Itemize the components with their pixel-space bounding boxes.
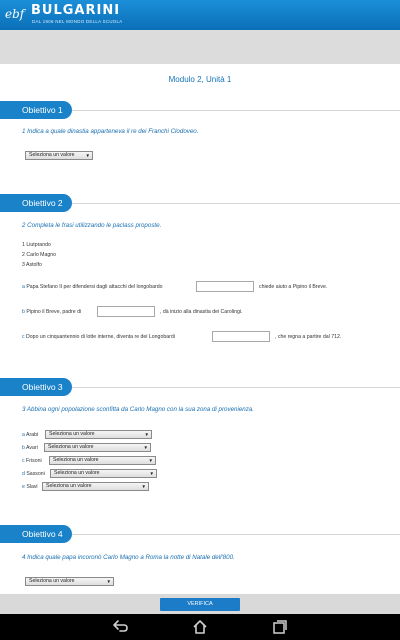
chevron-down-icon: ▼ (141, 484, 146, 489)
pair-select-slavi[interactable] (42, 482, 149, 491)
objective-1-badge: Obiettivo 1 (0, 101, 72, 119)
sentence-b-start: b Pipino il Breve, padre di (22, 309, 82, 315)
pair-select-avari[interactable] (44, 443, 151, 452)
pair-select-arabi[interactable] (45, 430, 152, 439)
page-title: Modulo 2, Unità 1 (168, 75, 232, 84)
pair-label-slavi: e Slavi (22, 484, 38, 490)
back-icon[interactable] (110, 617, 130, 637)
system-nav-bar (0, 614, 400, 640)
select-value: Seleziona un valore (53, 457, 99, 463)
select-value: Seleziona un valore (49, 431, 95, 437)
chevron-down-icon: ▼ (85, 153, 90, 158)
question-2: 2 Completa le frasi utilizzando le paclass proposte. (22, 222, 162, 229)
select-value: Seleziona un valore (29, 578, 75, 584)
question-4-select[interactable] (25, 577, 114, 586)
exercise-content[interactable] (0, 64, 400, 594)
question-3: 3 Abbina ogni popolazione sconfitta da Carlo Magno con la sua zona di provenienza. (22, 406, 254, 413)
select-value: Seleziona un valore (46, 483, 92, 489)
objective-3-badge: Obiettivo 3 (0, 378, 72, 396)
select-value: Seleziona un valore (54, 470, 100, 476)
brand-title: BULGARINI (31, 3, 121, 18)
pair-select-frisoni[interactable] (49, 456, 156, 465)
section-divider (72, 534, 400, 535)
chevron-down-icon: ▼ (143, 445, 148, 450)
sentence-c-start: c Dopo un cinquantennio di lotte interne, diventa re dei Longobardi (22, 334, 175, 340)
chevron-down-icon: ▼ (106, 579, 111, 584)
option-item: 2 Carlo Magno (22, 252, 57, 258)
sentence-c-end: , che regna a partire dal 712. (275, 334, 342, 340)
section-divider (72, 203, 400, 204)
sentence-c-input[interactable] (212, 331, 270, 342)
toolbar-area (0, 30, 400, 64)
sentence-a-end: chiede aiuto a Pipino il Breve. (259, 284, 328, 290)
home-icon[interactable] (190, 617, 210, 637)
pair-label-frisoni: c Frisoni (22, 458, 42, 464)
chevron-down-icon: ▼ (144, 432, 149, 437)
pair-select-sassoni[interactable] (50, 469, 157, 478)
pair-label-avari: b Avari (22, 445, 38, 451)
question-1: 1 Indica a quale dinastia apparteneva il re dei Franchi Clodoveo. (22, 128, 199, 135)
section-divider (72, 387, 400, 388)
question-4: 4 Indica quale papa incoronò Carlo Magno a Roma la notte di Natale dell'800. (22, 554, 235, 561)
objective-2-badge: Obiettivo 2 (0, 194, 72, 212)
sentence-b-end: , dà inizio alla dinastia dei Carolingi. (160, 309, 243, 315)
objective-4-badge: Obiettivo 4 (0, 525, 72, 543)
sentence-b-input[interactable] (97, 306, 155, 317)
action-bar (0, 594, 400, 614)
chevron-down-icon: ▼ (149, 471, 154, 476)
recent-apps-icon[interactable] (270, 617, 290, 637)
brand-tagline: DAL 1906 NEL MONDO DELLA SCUOLA (32, 19, 123, 24)
pair-label-sassoni: d Sassoni (22, 471, 45, 477)
sentence-a-start: a Papa Stefano II per difendersi dagli attacchi del longobardo (22, 284, 163, 290)
question-1-select[interactable] (25, 151, 93, 160)
option-item: 3 Astolfo (22, 262, 42, 268)
select-value: Seleziona un valore (29, 152, 75, 158)
verify-button[interactable]: VERIFICA (160, 598, 240, 611)
pair-label-arabi: a Arabi (22, 432, 39, 438)
logo-mark: ebf (5, 7, 25, 21)
option-item: 1 Liutprando (22, 242, 51, 248)
app-header (0, 0, 400, 30)
chevron-down-icon: ▼ (148, 458, 153, 463)
select-value: Seleziona un valore (48, 444, 94, 450)
section-divider (72, 110, 400, 111)
sentence-a-input[interactable] (196, 281, 254, 292)
